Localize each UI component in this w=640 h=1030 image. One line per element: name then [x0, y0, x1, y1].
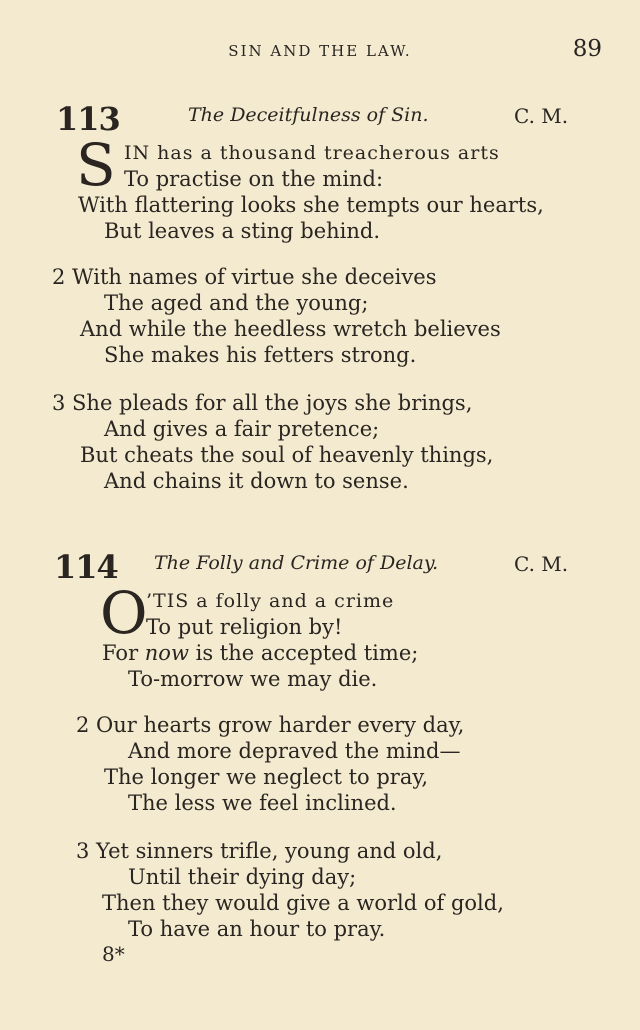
hymn-number: 114 — [54, 548, 118, 586]
verse-line: The aged and the young; — [104, 291, 369, 315]
hymn-title: The Folly and Crime of Delay. — [154, 552, 439, 574]
verse-line: But leaves a sting behind. — [104, 219, 381, 243]
running-title: SIN AND THE LAW. — [228, 42, 412, 60]
verse-line: To practise on the mind: — [124, 167, 384, 191]
verse-line: To put religion by! — [146, 615, 343, 639]
verse-line: With flattering looks she tempts our hearts, — [78, 193, 544, 217]
signature-mark: 8* — [102, 942, 125, 966]
verse-line: 3 She pleads for all the joys she brings, — [52, 391, 473, 415]
verse-line: And gives a fair pretence; — [104, 417, 380, 441]
verse-text: is the accepted time; — [188, 641, 419, 665]
hymn-meter: C. M. — [514, 552, 569, 576]
verse-line: And chains it down to sense. — [104, 469, 409, 493]
verse-line: The longer we neglect to pray, — [104, 765, 429, 789]
verse-line: And more depraved the mind— — [128, 739, 461, 763]
verse-line: And while the heedless wretch believes — [80, 317, 501, 341]
verse-line: ’TIS a folly and a crime — [146, 590, 395, 612]
verse-text: For — [102, 641, 145, 665]
verse-line — [102, 640, 418, 666]
verse-line: But cheats the soul of heavenly things, — [80, 443, 494, 467]
verse-line: 3 Yet sinners trifle, young and old, — [76, 839, 443, 863]
verse-line: IN has a thousand treacherous arts — [124, 142, 500, 164]
verse-line: Until their dying day; — [128, 865, 357, 889]
verse-line: The less we feel inclined. — [128, 791, 397, 815]
drop-cap: O — [100, 579, 148, 647]
verse-line: To-morrow we may die. — [128, 667, 378, 691]
emphasized-word: now — [144, 641, 189, 665]
hymn-meter: C. M. — [514, 104, 569, 128]
verse-line: Then they would give a world of gold, — [102, 891, 504, 915]
drop-cap: S — [76, 131, 116, 199]
verse-line: She makes his fetters strong. — [104, 343, 417, 367]
hymn-number: 113 — [56, 100, 120, 138]
hymn-title: The Deceitfulness of Sin. — [188, 104, 429, 126]
verse-line: To have an hour to pray. — [128, 917, 386, 941]
verse-line: 2 Our hearts grow harder every day, — [76, 713, 465, 737]
verse-line: 2 With names of virtue she deceives — [52, 265, 437, 289]
page-number: 89 — [572, 36, 602, 62]
